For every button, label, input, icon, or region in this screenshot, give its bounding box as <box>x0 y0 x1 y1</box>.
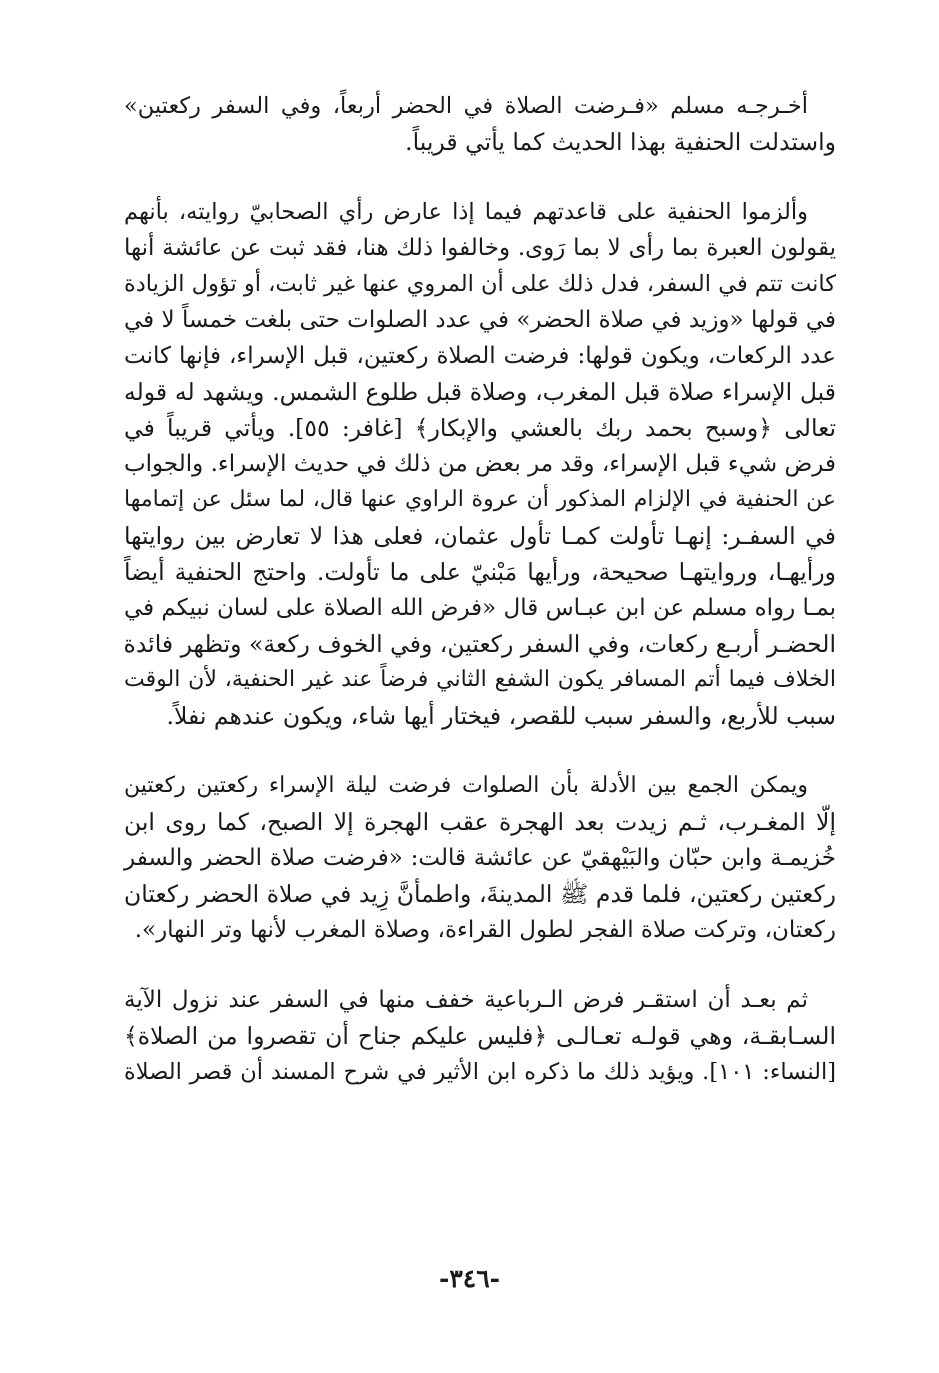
text-line: عدد الركعات، ويكون قولها: فرضت الصلاة ركعتين، قبل الإسراء، فإنها كانت <box>124 343 836 369</box>
text-line: ركعتين ركعتين، فلما قدم ﷺ المدينةَ، واطمأنَّ زِيد في صلاة الحضر ركعتان <box>124 880 836 908</box>
text-line: [النساء: ١٠١]. ويؤيد ذلك ما ذكره ابن الأثير في شرح المسند أن قصر الصلاة <box>124 1059 836 1085</box>
page-body <box>124 88 836 1090</box>
text-line: قبل الإسراء صلاة قبل المغرب، وصلاة قبل طلوع الشمس. ويشهد له قوله <box>124 378 836 406</box>
text-line: ويمكن الجمع بين الأدلة بأن الصلوات فرضت ليلة الإسراء ركعتين ركعتين <box>124 773 808 798</box>
page-number: -٣٤٦- <box>438 1264 501 1293</box>
text-line: سبب للأربع، والسفر سبب للقصر، فيختار أيها شاء، ويكون عندهم نفلاً. <box>166 702 836 730</box>
text-line: ركعتان، وتركت صلاة الفجر لطول القراءة، وصلاة المغرب لأنها وتر النهار». <box>134 917 836 943</box>
text-line: عن الحنفية في الإلزام المذكور أن عروة الراوي عنها قال، لما سئل عن إتمامها <box>124 487 836 512</box>
text-line: واستدلت الحنفية بهذا الحديث كما يأتي قريباً. <box>405 128 836 156</box>
text-line: في السفـر: إنهـا تأولت كمـا تأول عثمان، فعلى هذا لا تعارض بين روايتها <box>124 522 836 550</box>
paragraph-1 <box>124 88 836 160</box>
text-line: تعالى ﴿وسبح بحمد ربك بالعشي والإبكار﴾ [غافر: ٥٥]. ويأتي قريباً في <box>124 414 836 442</box>
paragraph-2 <box>124 194 836 734</box>
text-line: فرض شيء قبل الإسراء، وقد مر بعض من ذلك في حديث الإسراء. والجواب <box>124 451 836 477</box>
text-line: ورأيهـا، وروايتهـا صحيحة، ورأيها مَبْنيّ على ما تأولت. واحتج الحنفية أيضاً <box>124 558 836 586</box>
text-line: خُزيمـة وابن حبّان والبَيْهقيّ عن عائشة قالت: «فرضت صلاة الحضر والسفر <box>124 845 836 871</box>
text-line: كانت تتم في السفر، فدل ذلك على أن المروي عنها غير ثابت، أو تؤول الزيادة <box>124 271 836 297</box>
paragraph-3 <box>124 768 836 948</box>
text-line: بمـا رواه مسلم عن ابن عبـاس قال «فرض الله الصلاة على لسان نبيكم في <box>123 595 836 621</box>
text-line: ثم بعـد أن استقـر فرض الـرباعية خفف منها في السفر عند نزول الآية <box>124 987 808 1013</box>
text-line: يقولون العبرة بما رأى لا بما رَوى. وخالفوا ذلك هنا، فقد ثبت عن عائشة أنها <box>124 235 836 261</box>
text-line: الخلاف فيما أتم المسافر يكون الشفع الثاني فرضاً عند غير الحنفية، لأن الوقت <box>124 667 836 692</box>
text-line: إلّا المغـرب، ثـم زيدت بعد الهجرة عقب الهجرة إلا الصبح، كما روى ابن <box>124 808 836 836</box>
text-line: في قولها «وزيد في صلاة الحضر» في عدد الصلوات حتى بلغت خمساً لا في <box>124 307 836 333</box>
paragraph-4 <box>124 982 836 1090</box>
text-line: وألزموا الحنفية على قاعدتهم فيما إذا عارض رأي الصحابيّ روايته، بأنهم <box>124 199 808 225</box>
text-line: الحضـر أربـع ركعات، وفي السفر ركعتين، وفي الخوف ركعة» وتظهر فائدة <box>123 630 836 658</box>
text-line: أخـرجـه مسلم «فـرضت الصلاة في الحضر أربعاً، وفي السفر ركعتين» <box>124 93 808 119</box>
text-line: السـابقـة، وهي قولـه تعـالـى ﴿فليس عليكم جناح أن تقصروا من الصلاة﴾ <box>124 1022 836 1050</box>
